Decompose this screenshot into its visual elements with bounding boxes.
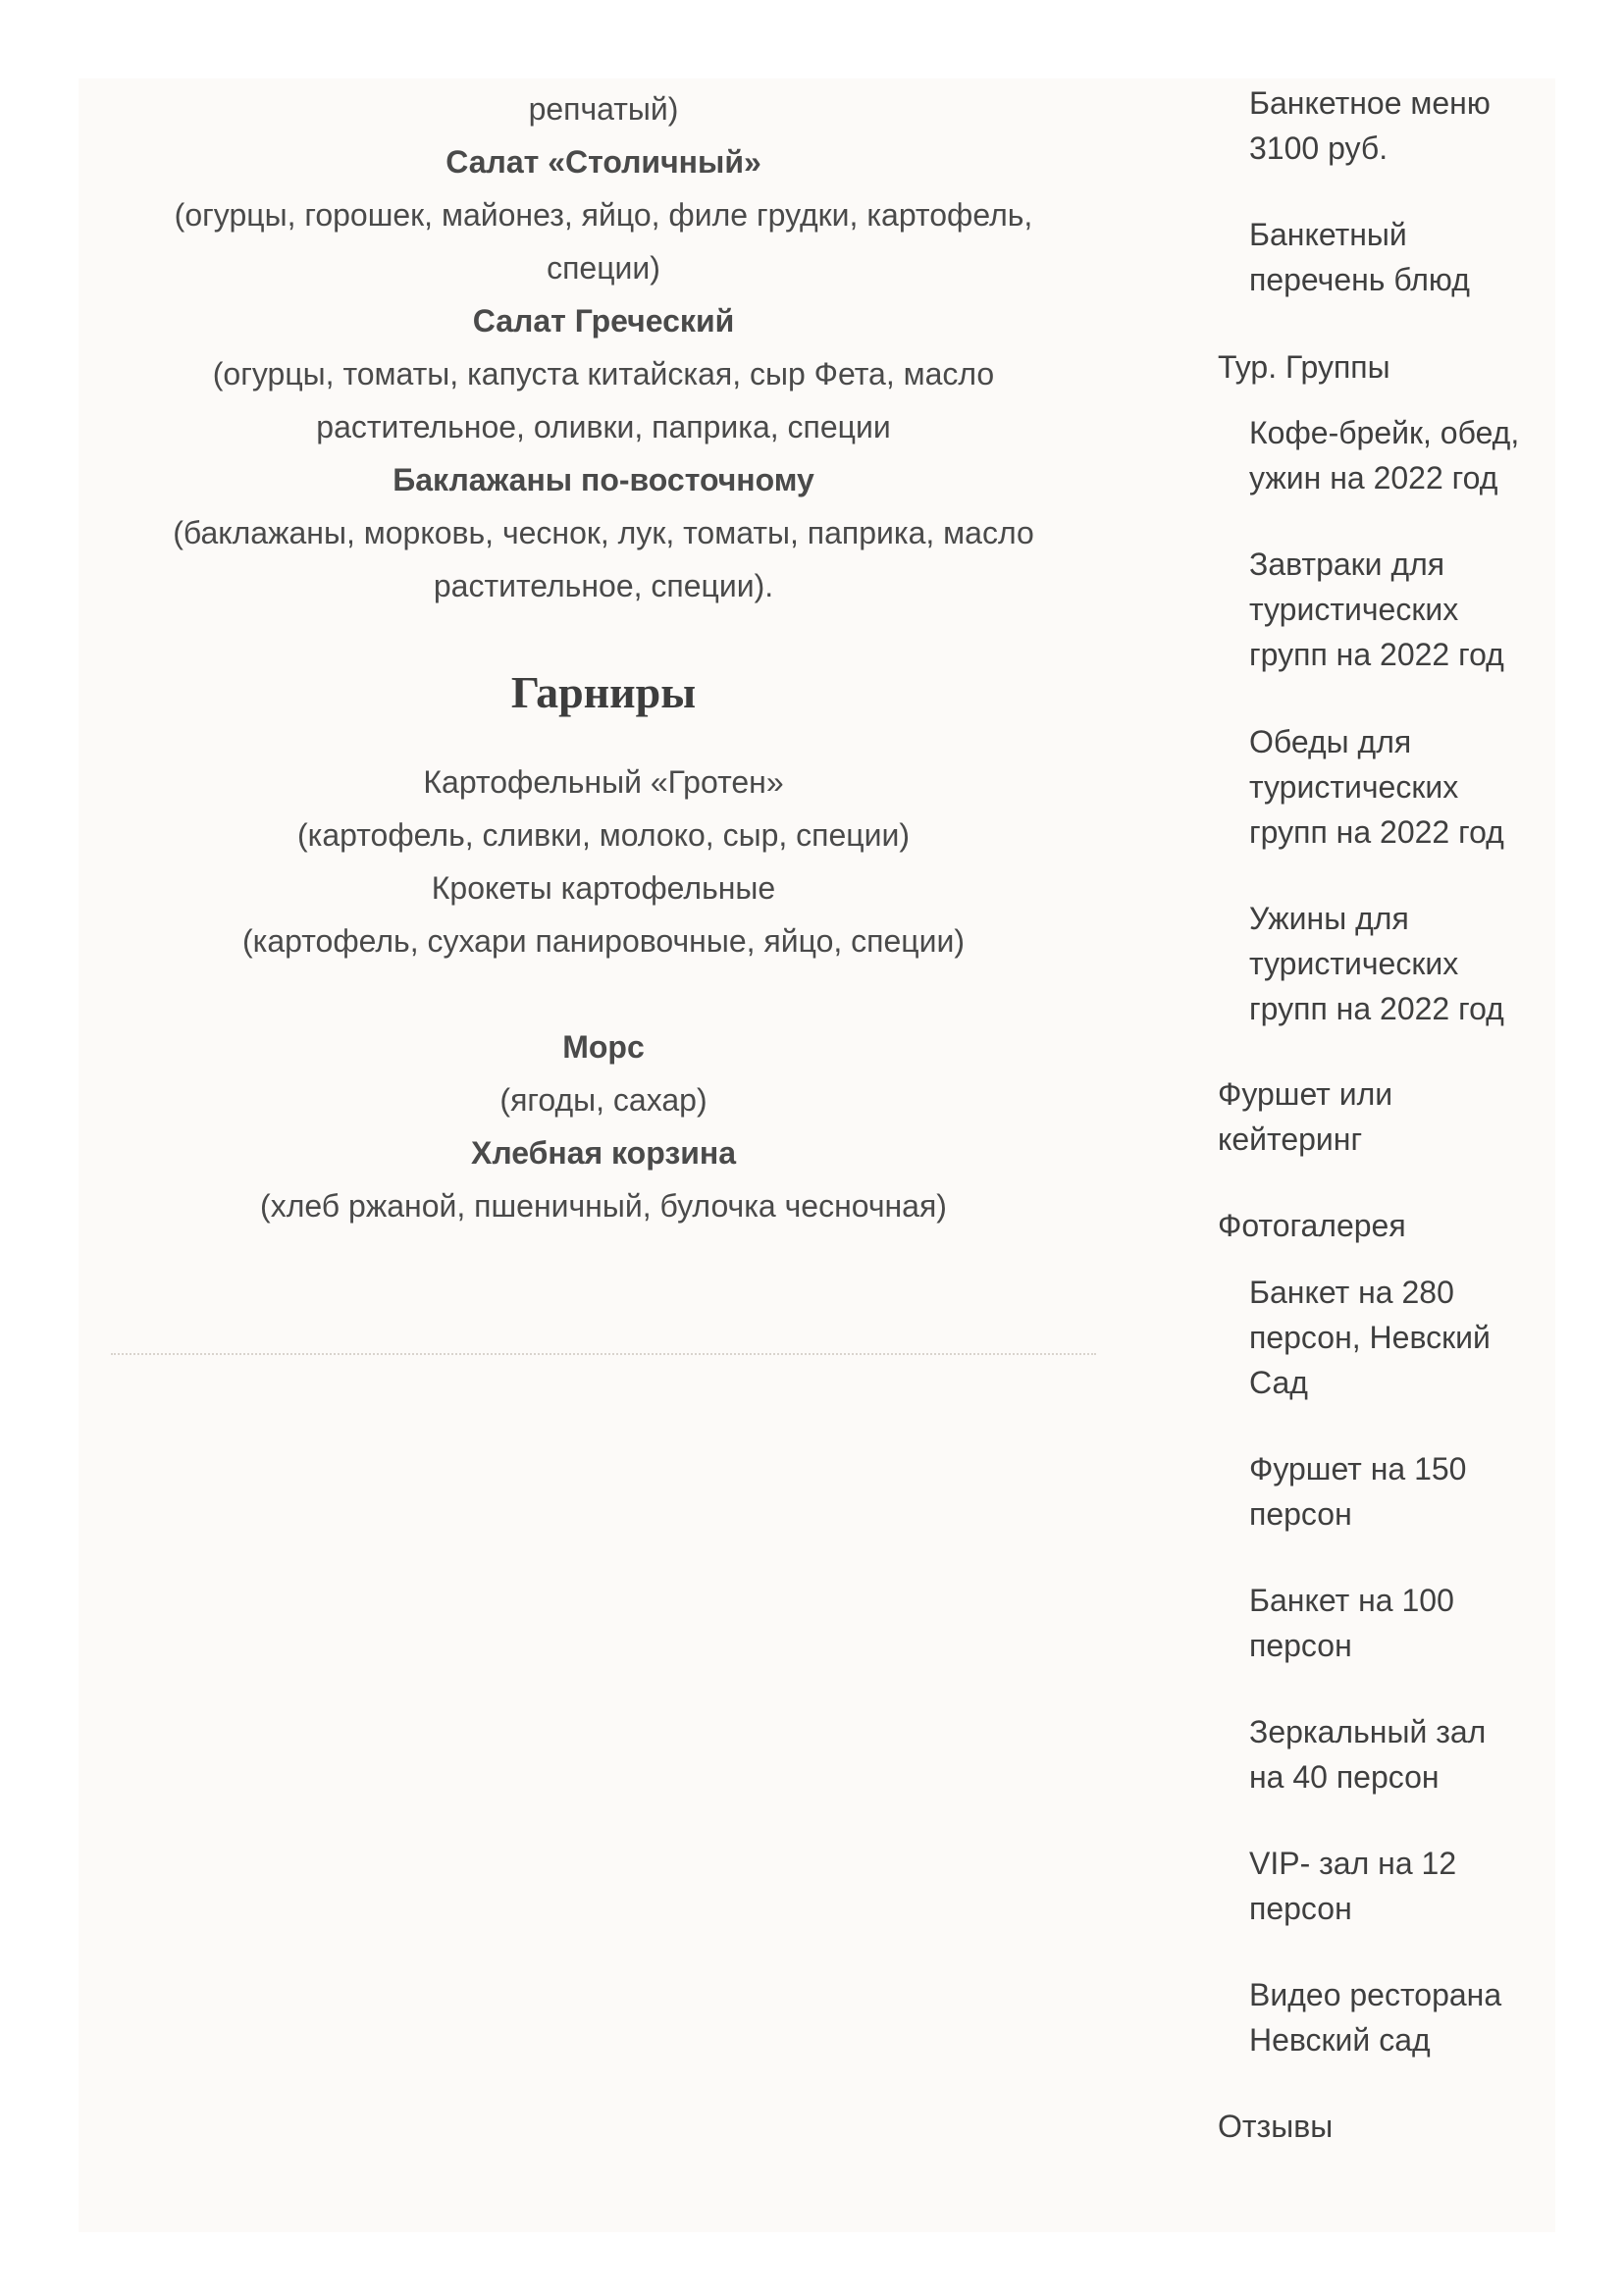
salad-name: Салат Греческий [472, 303, 735, 339]
sidebar-item-label: Сад [1249, 1365, 1308, 1400]
garnish-heading: Гарниры [510, 667, 697, 717]
sidebar-item-label: Тур. Группы [1218, 349, 1390, 385]
sidebar-item-banquet-menu[interactable] [1249, 80, 1544, 171]
sidebar-item-label: персон [1249, 1628, 1352, 1663]
garnish-desc: (картофель, сухари панировочные, яйцо, специи) [241, 923, 966, 959]
drink-name: Хлебная корзина [470, 1135, 737, 1171]
sidebar-item-reviews[interactable] [1218, 2104, 1532, 2149]
sidebar-item-dinners[interactable] [1249, 896, 1544, 1031]
salad-name: Баклажаны по-восточному [393, 462, 814, 497]
sidebar-item-banquet-100[interactable] [1249, 1578, 1544, 1668]
sidebar-item-label: Банкет на 280 [1249, 1275, 1454, 1310]
sidebar-item-label: туристических [1249, 946, 1459, 981]
sidebar-item-label: Обеды для [1249, 724, 1412, 759]
page [79, 78, 1555, 2232]
salad-desc: специи) [547, 250, 660, 286]
sidebar-item-label: туристических [1249, 769, 1459, 805]
sidebar-item-label: групп на 2022 год [1249, 637, 1504, 672]
sidebar-item-label: Зеркальный зал [1249, 1714, 1487, 1749]
sidebar-item-photo-gallery[interactable] [1218, 1203, 1532, 1248]
sidebar-item-label: Видео ресторана [1249, 1977, 1502, 2012]
sidebar-item-breakfasts[interactable] [1249, 542, 1544, 677]
sidebar-item-banquet-280[interactable] [1249, 1270, 1544, 1405]
sidebar-item-label: Банкетное меню [1249, 85, 1491, 121]
garnish-list [111, 756, 1096, 967]
salad-desc: (баклажаны, морковь, чеснок, лук, томаты, паприка, масло [173, 515, 1034, 550]
sidebar-item-vip-hall[interactable] [1249, 1841, 1544, 1931]
sidebar-item-label: Ужины для [1249, 901, 1409, 936]
sidebar-item-label: ужин на 2022 год [1249, 460, 1498, 496]
sidebar-item-lunches[interactable] [1249, 719, 1544, 855]
sidebar-item-label: Невский сад [1249, 2022, 1431, 2058]
salad-name: Салат «Столичный» [445, 144, 761, 180]
sidebar-item-label: перечень блюд [1249, 262, 1470, 297]
sidebar-item-label: групп на 2022 год [1249, 991, 1504, 1026]
sidebar-item-label: персон, Невский [1249, 1320, 1491, 1355]
sidebar-item-mirror-hall[interactable] [1249, 1709, 1544, 1799]
sidebar-item-label: групп на 2022 год [1249, 814, 1504, 850]
sidebar-item-label: кейтеринг [1218, 1121, 1363, 1157]
sidebar-item-label: Банкетный [1249, 217, 1407, 252]
sidebar-item-label: VIP- зал на 12 [1249, 1846, 1457, 1881]
salad-desc: растительное, специи). [433, 568, 774, 603]
sidebar-item-label: Завтраки для [1249, 547, 1445, 582]
sidebar-item-label: персон [1249, 1891, 1352, 1926]
salad-desc: растительное, оливки, паприка, специи [316, 409, 891, 444]
sidebar-item-label: персон [1249, 1496, 1352, 1532]
drink-name: Морс [562, 1029, 645, 1065]
sidebar-item-label: Банкет на 100 [1249, 1583, 1454, 1618]
sidebar-item-buffet-150[interactable] [1249, 1446, 1544, 1537]
sidebar-item-label: на 40 персон [1249, 1759, 1440, 1795]
sidebar-item-label: Кофе-брейк, обед, [1249, 415, 1520, 450]
sidebar-item-banquet-list[interactable] [1249, 212, 1544, 302]
garnish-name: Крокеты картофельные [431, 870, 776, 906]
menu-top-fragment: репчатый) [528, 91, 679, 127]
drinks-list [111, 1020, 1096, 1232]
sidebar-item-label: туристических [1249, 592, 1459, 627]
drink-desc: (ягоды, сахар) [499, 1082, 707, 1118]
sidebar-item-label: Отзывы [1218, 2109, 1334, 2144]
content-divider [111, 1353, 1096, 1355]
sidebar-item-label: Фуршет или [1218, 1076, 1393, 1112]
salad-desc: (огурцы, горошек, майонез, яйцо, филе грудки, картофель, [174, 197, 1033, 233]
sidebar-item-label: 3100 руб. [1249, 130, 1388, 166]
garnish-desc: (картофель, сливки, молоко, сыр, специи) [296, 817, 911, 853]
sidebar-item-restaurant-video[interactable] [1249, 1972, 1544, 2062]
sidebar-item-buffet-catering[interactable] [1218, 1071, 1532, 1162]
sidebar-item-coffee-break[interactable] [1249, 410, 1544, 500]
drink-desc: (хлеб ржаной, пшеничный, булочка чесночная) [260, 1188, 947, 1224]
salad-list [111, 135, 1096, 612]
sidebar-item-tour-groups[interactable] [1218, 344, 1532, 390]
salad-desc: (огурцы, томаты, капуста китайская, сыр Фета, масло [212, 356, 995, 391]
sidebar-item-label: Фуршет на 150 [1249, 1451, 1467, 1487]
sidebar-item-label: Фотогалерея [1218, 1208, 1406, 1243]
garnish-name: Картофельный «Гротен» [423, 764, 784, 800]
